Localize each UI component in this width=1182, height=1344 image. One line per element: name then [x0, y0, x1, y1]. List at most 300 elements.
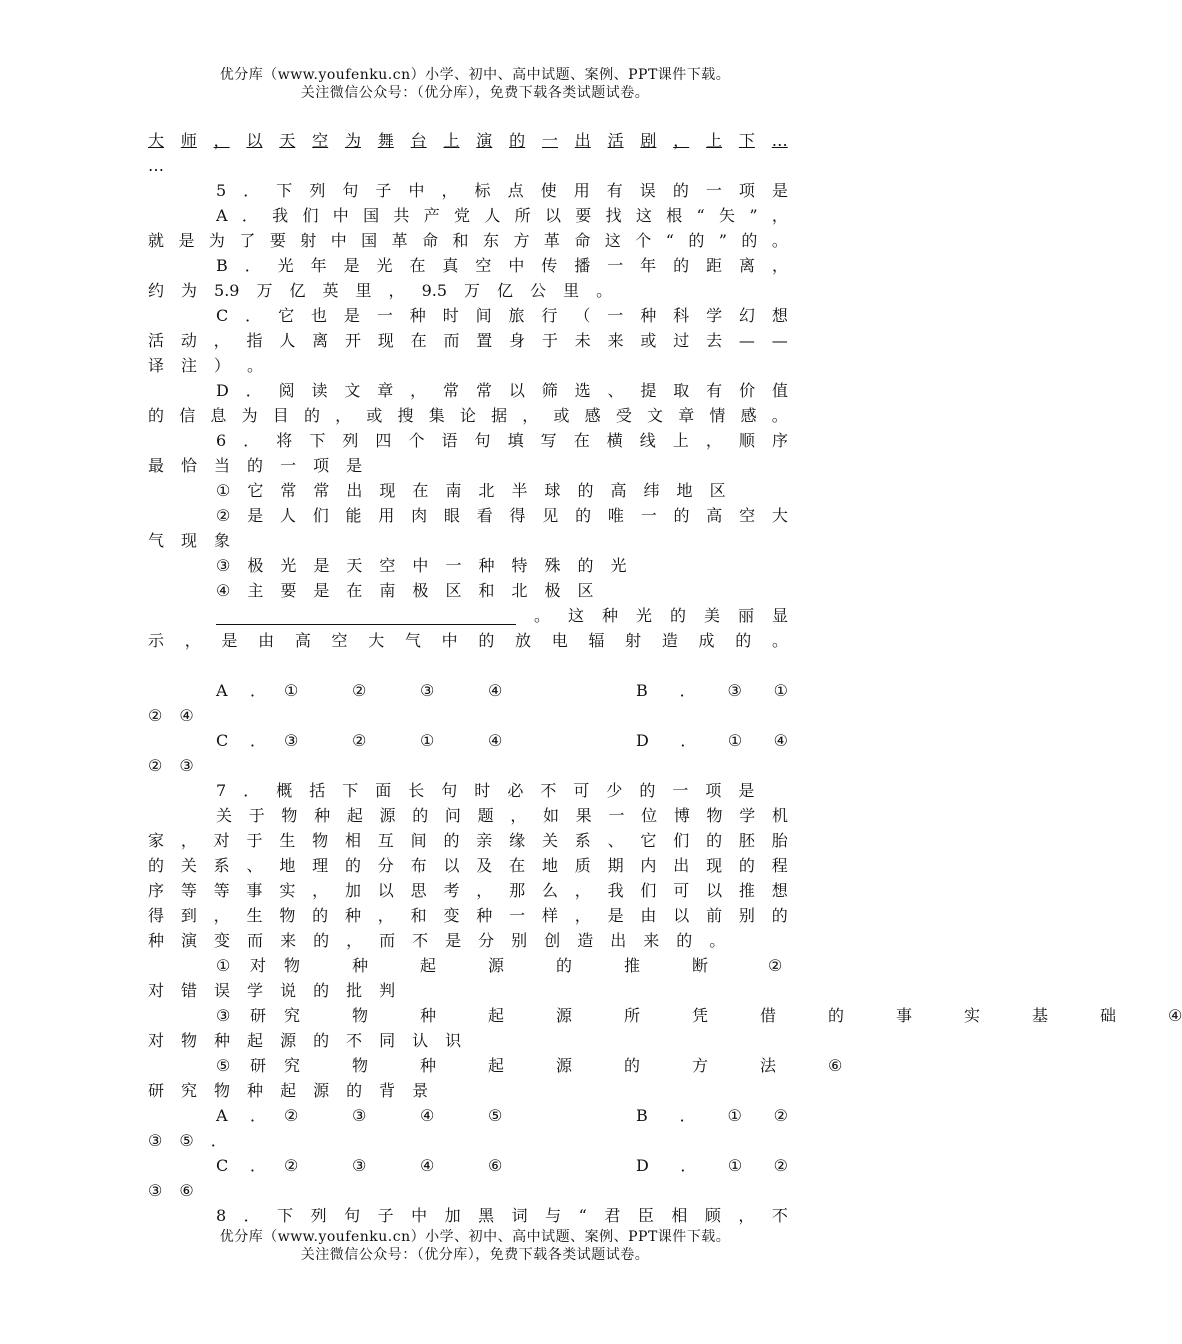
- line-char: 对: [148, 1031, 165, 1050]
- line-char: 上: [706, 131, 723, 150]
- option-char: C: [216, 731, 229, 750]
- line-char: 美: [703, 606, 720, 625]
- text-line: [216, 578, 788, 603]
- line-char: ”: [718, 231, 727, 250]
- line-char: “: [696, 206, 705, 225]
- line-char: 物: [281, 806, 298, 825]
- text-line: [216, 1053, 843, 1078]
- line-char: 感: [584, 406, 601, 425]
- line-char: 也: [311, 306, 328, 325]
- line-char: 天: [346, 556, 363, 575]
- line-char: 的: [688, 231, 705, 250]
- line-char: 年: [310, 256, 327, 275]
- line-char: 是: [445, 931, 462, 950]
- line-char: 种: [640, 306, 657, 325]
- line-char: ，: [574, 906, 591, 925]
- line-char: 写: [540, 431, 557, 450]
- line-char: 活: [148, 331, 165, 350]
- option-group-right: [636, 1103, 788, 1128]
- option-group-left: [216, 728, 556, 753]
- line-char: ②: [216, 506, 231, 525]
- line-char: 序: [771, 431, 788, 450]
- option-char: ②: [284, 1106, 299, 1125]
- option-char: 法: [760, 1056, 777, 1075]
- line-char: 将: [276, 431, 293, 450]
- line-char: 下: [342, 781, 359, 800]
- text-line: [216, 603, 788, 628]
- line-char: 地: [541, 856, 558, 875]
- line-char: 一: [376, 306, 393, 325]
- line-char: 。: [533, 606, 550, 625]
- line-char: 个: [408, 431, 425, 450]
- option-char: 研: [250, 1056, 267, 1075]
- text-line: [148, 978, 788, 1003]
- line-char: ．: [244, 256, 261, 275]
- line-char: 的: [346, 1081, 363, 1100]
- option-char: 对: [250, 956, 267, 975]
- line-char: 要: [280, 581, 297, 600]
- line-char: 的: [148, 856, 165, 875]
- line-char: 句: [342, 181, 359, 200]
- line-char: 去: [706, 331, 723, 350]
- line-char: 四: [375, 431, 392, 450]
- line-char: ．: [241, 206, 258, 225]
- line-char: 胎: [771, 831, 788, 850]
- line-char: 感: [740, 406, 757, 425]
- line-char: ④: [216, 581, 231, 600]
- line-char: 现: [706, 856, 723, 875]
- line-char: 物: [214, 1081, 231, 1100]
- line-char: 而: [247, 931, 264, 950]
- footer-line-1: 优分库（www.youfenku.cn）小学、初中、高中试题、案例、PPT课件下载。: [219, 1229, 731, 1245]
- line-char: 是: [313, 556, 330, 575]
- line-char: 机: [771, 806, 788, 825]
- line-char: 搜: [397, 406, 414, 425]
- line-char: ③: [148, 1131, 163, 1150]
- line-char: 学: [247, 981, 264, 1000]
- line-char: 内: [640, 856, 657, 875]
- line-char: 的: [673, 256, 690, 275]
- option-char: ⑥: [488, 1156, 503, 1175]
- line-char: 区: [577, 581, 594, 600]
- line-char: 。: [771, 631, 788, 650]
- option-char: ④: [773, 731, 788, 750]
- line-char: 的: [313, 981, 330, 1000]
- line-char: 理: [312, 856, 329, 875]
- line-char: （: [574, 306, 591, 325]
- option-char: 源: [556, 1006, 573, 1025]
- line-char: 背: [379, 1081, 396, 1100]
- line-char: 在: [409, 256, 426, 275]
- option-char: 所: [624, 1006, 641, 1025]
- text-line: [148, 753, 788, 778]
- option-group-right: [636, 678, 788, 703]
- text-line: [216, 778, 788, 803]
- option-char: 种: [420, 1056, 437, 1075]
- line-char: 以: [673, 906, 690, 925]
- line-char: 对: [213, 831, 230, 850]
- line-char: —: [738, 331, 755, 350]
- line-char: 的: [669, 606, 686, 625]
- line-char: 天: [279, 131, 296, 150]
- line-char: 或: [640, 331, 657, 350]
- line-char: 方: [513, 231, 530, 250]
- option-char: ③: [284, 731, 299, 750]
- line-char: 的: [344, 856, 361, 875]
- line-char: 项: [313, 456, 330, 475]
- line-char: 源: [313, 1081, 330, 1100]
- line-char: 大: [368, 631, 385, 650]
- line-char: 动: [180, 331, 197, 350]
- option-group-left: [216, 1053, 828, 1078]
- option-char: ．: [250, 681, 267, 700]
- line-char: 起: [247, 1031, 264, 1050]
- line-char: 不: [412, 931, 429, 950]
- option-char: ．: [680, 1156, 697, 1175]
- option-char: 究: [284, 1006, 301, 1025]
- line-char: 在: [412, 481, 429, 500]
- line-char: 纬: [643, 481, 660, 500]
- line-char: 是: [343, 256, 360, 275]
- line-char: 于: [246, 831, 263, 850]
- line-char: 序: [148, 881, 165, 900]
- line-char: 生: [279, 831, 296, 850]
- line-char: 我: [607, 881, 624, 900]
- line-char: 标: [474, 181, 491, 200]
- line-char: 认: [412, 1031, 429, 1050]
- line-char: ，: [771, 206, 788, 225]
- line-char: 分: [377, 856, 394, 875]
- line-char: ）: [214, 356, 231, 375]
- line-char: ，: [388, 281, 405, 300]
- line-char: 前: [706, 906, 723, 925]
- line-char: 来: [607, 331, 624, 350]
- text-line: [148, 278, 788, 303]
- line-char: 列: [342, 431, 359, 450]
- line-char: 子: [377, 1206, 394, 1225]
- line-char: 党: [454, 206, 471, 225]
- line-char: 北: [511, 581, 528, 600]
- line-char: 的: [771, 906, 788, 925]
- line-char: 行: [541, 306, 558, 325]
- line-char: 中: [411, 1206, 428, 1225]
- line-char: 来: [643, 931, 660, 950]
- line-char: 离: [312, 331, 329, 350]
- line-char: 现: [377, 331, 394, 350]
- line-char: 们: [302, 206, 319, 225]
- line-char: ．: [210, 1131, 227, 1150]
- line-char: 我: [272, 206, 289, 225]
- line-char: 句: [441, 781, 458, 800]
- option-char: 凭: [692, 1006, 709, 1025]
- line-char: ，: [213, 131, 230, 150]
- line-char: 的: [673, 506, 690, 525]
- line-char: 一: [640, 506, 657, 525]
- option-char: ②: [773, 1156, 788, 1175]
- option-char: ．: [679, 1106, 696, 1125]
- line-char: 由: [640, 906, 657, 925]
- line-char: 期: [607, 856, 624, 875]
- text-line: [148, 153, 788, 178]
- line-char: 空: [475, 256, 492, 275]
- line-char: B: [216, 256, 228, 275]
- line-char: ．: [243, 431, 260, 450]
- line-char: 的: [313, 931, 330, 950]
- option-char: ③: [727, 681, 742, 700]
- option-char: ④: [1168, 1006, 1182, 1025]
- line-char: 高: [706, 506, 723, 525]
- line-char: 中: [332, 206, 349, 225]
- option-char: ④: [420, 1156, 435, 1175]
- line-char: 常: [313, 481, 330, 500]
- line-char: ．: [245, 381, 262, 400]
- text-line: [148, 628, 788, 653]
- text-line: [216, 803, 788, 828]
- line-char: 大: [148, 131, 165, 150]
- line-char: 文: [344, 381, 361, 400]
- line-char: 的: [412, 806, 429, 825]
- line-char: 一: [445, 556, 462, 575]
- option-char: ③: [216, 1006, 231, 1025]
- line-char: —: [771, 331, 788, 350]
- line-char: 北: [478, 481, 495, 500]
- line-char: 目: [272, 406, 289, 425]
- line-char: 现: [181, 531, 198, 550]
- line-char: 下: [277, 1206, 294, 1225]
- line-char: 台: [410, 131, 427, 150]
- line-char: 用: [573, 181, 590, 200]
- line-char: 旅: [508, 306, 525, 325]
- line-char: ，: [213, 331, 230, 350]
- line-char: 起: [346, 806, 363, 825]
- line-char: 项: [705, 781, 722, 800]
- line-char: 产: [423, 206, 440, 225]
- line-char: 出: [574, 131, 591, 150]
- line-char: 活: [607, 131, 624, 150]
- line-char: 博: [673, 806, 690, 825]
- line-char: 线: [639, 431, 656, 450]
- line-char: ，: [522, 406, 539, 425]
- line-char: 源: [280, 1031, 297, 1050]
- option-char: A: [216, 1106, 228, 1125]
- line-char: 下: [738, 131, 755, 150]
- line-char: 在: [509, 856, 526, 875]
- line-char: ，: [184, 631, 201, 650]
- line-char: 是: [221, 631, 238, 650]
- option-char: 的: [624, 1056, 641, 1075]
- line-char: 在: [410, 331, 427, 350]
- line-char: 中: [508, 256, 525, 275]
- line-char: 。: [771, 406, 788, 425]
- line-char: 空: [312, 131, 329, 150]
- line-char: 矢: [719, 206, 736, 225]
- text-line: [216, 1153, 788, 1178]
- option-char: 源: [556, 1056, 573, 1075]
- line-char: 不: [346, 1031, 363, 1050]
- line-char: ，: [213, 906, 230, 925]
- line-char: 一: [607, 306, 624, 325]
- line-char: 高: [610, 481, 627, 500]
- line-char: 程: [771, 856, 788, 875]
- text-line: [148, 653, 788, 678]
- text-line: [216, 428, 788, 453]
- line-char: ．: [243, 181, 260, 200]
- line-char: 常: [443, 381, 460, 400]
- line-char: 师: [180, 131, 197, 150]
- text-line: [148, 328, 788, 353]
- line-char: 的: [706, 831, 723, 850]
- option-group-left: [216, 678, 556, 703]
- text-line: [148, 1028, 788, 1053]
- line-char: 创: [544, 931, 561, 950]
- line-char: 来: [280, 931, 297, 950]
- line-char: 子: [375, 181, 392, 200]
- line-char: 未: [574, 331, 591, 350]
- line-char: 于: [541, 331, 558, 350]
- line-char: 等: [180, 881, 197, 900]
- line-char: 译: [148, 356, 165, 375]
- line-char: 物: [706, 806, 723, 825]
- line-char: 加: [344, 881, 361, 900]
- line-char: 以: [246, 131, 263, 150]
- line-char: 这: [635, 206, 652, 225]
- line-char: 空: [379, 556, 396, 575]
- line-char: 是: [607, 906, 624, 925]
- text-line: [216, 303, 788, 328]
- line-char: 概: [276, 781, 293, 800]
- line-char: 造: [661, 631, 678, 650]
- line-char: ②: [148, 756, 163, 775]
- line-char: 判: [379, 981, 396, 1000]
- line-char: 成: [698, 631, 715, 650]
- line-char: 说: [280, 981, 297, 1000]
- line-char: 以: [377, 881, 394, 900]
- line-char: ⑥: [179, 1181, 194, 1200]
- line-char: 。: [247, 356, 264, 375]
- line-char: ，: [705, 431, 722, 450]
- line-char: 问: [444, 806, 461, 825]
- line-char: 它: [278, 306, 295, 325]
- line-char: 区: [445, 581, 462, 600]
- line-char: 下: [276, 181, 293, 200]
- text-line: [216, 203, 788, 228]
- document-body: [148, 128, 1182, 1228]
- line-char: 及: [476, 856, 493, 875]
- line-char: 常: [280, 481, 297, 500]
- line-char: 种: [214, 1031, 231, 1050]
- line-char: 错: [181, 981, 198, 1000]
- option-char: ③: [420, 681, 435, 700]
- line-char: 可: [573, 781, 590, 800]
- option-char: ④: [488, 681, 503, 700]
- text-line: [216, 678, 788, 703]
- line-char: 万: [464, 281, 481, 300]
- line-char: 不: [771, 1206, 788, 1225]
- line-char: 误: [639, 181, 656, 200]
- line-char: 选: [574, 381, 591, 400]
- line-char: 读: [311, 381, 328, 400]
- line-char: 的: [312, 906, 329, 925]
- line-char: 示: [148, 631, 165, 650]
- line-char: 于: [248, 806, 265, 825]
- option-char: ．: [680, 731, 697, 750]
- line-char: 造: [577, 931, 594, 950]
- text-line: [148, 528, 788, 553]
- line-char: 英: [322, 281, 339, 300]
- line-char: ，: [180, 831, 197, 850]
- line-char: ③: [179, 756, 194, 775]
- line-char: 布: [410, 856, 427, 875]
- line-char: 、: [607, 381, 624, 400]
- option-char: ②: [773, 1106, 788, 1125]
- option-char: ①: [727, 731, 743, 750]
- line-char: ．: [245, 306, 262, 325]
- line-char: 放: [515, 631, 532, 650]
- line-char: 空: [739, 506, 756, 525]
- line-char: 的: [478, 631, 495, 650]
- line-char: “: [665, 231, 674, 250]
- line-char: ．: [243, 781, 260, 800]
- option-char: 种: [352, 956, 369, 975]
- line-char: 和: [452, 231, 469, 250]
- option-group-right: [636, 728, 788, 753]
- option-char: ①: [216, 956, 231, 975]
- option-char: B: [636, 681, 648, 700]
- line-char: 的: [741, 231, 758, 250]
- line-char: 半: [511, 481, 528, 500]
- option-char: 础: [1100, 1006, 1117, 1025]
- line-char: ④: [179, 706, 194, 725]
- option-char: C: [216, 1156, 229, 1175]
- line-char: 光: [277, 256, 294, 275]
- line-char: 想: [771, 306, 788, 325]
- line-char: 主: [247, 581, 264, 600]
- text-line: [216, 553, 788, 578]
- text-line: [216, 378, 788, 403]
- line-char: 的: [577, 481, 594, 500]
- option-char: 物: [284, 956, 301, 975]
- line-char: 现: [379, 481, 396, 500]
- line-char: 是: [247, 506, 264, 525]
- line-char: 距: [706, 256, 723, 275]
- line-char: 括: [309, 781, 326, 800]
- line-char: 的: [313, 1031, 330, 1050]
- text-line: [148, 703, 788, 728]
- line-char: 南: [379, 581, 396, 600]
- line-char: ①: [216, 481, 231, 500]
- line-char: 一: [509, 906, 526, 925]
- option-char: ③: [352, 1106, 367, 1125]
- line-char: 的: [738, 856, 755, 875]
- line-char: 思: [410, 881, 427, 900]
- line-char: ，: [346, 931, 363, 950]
- text-line: [148, 853, 788, 878]
- line-char: 胚: [738, 831, 755, 850]
- option-char: 的: [556, 956, 573, 975]
- text-line: [148, 1128, 788, 1153]
- line-char: 所: [514, 206, 531, 225]
- option-char: 的: [828, 1006, 845, 1025]
- line-char: 横: [606, 431, 623, 450]
- line-char: 的: [575, 506, 592, 525]
- line-char: 的: [443, 831, 460, 850]
- line-char: ．: [243, 1206, 260, 1225]
- line-char: 和: [410, 906, 427, 925]
- line-char: 以: [706, 881, 723, 900]
- line-char: 相: [344, 831, 361, 850]
- line-char: 语: [441, 431, 458, 450]
- line-char: 黑: [478, 1206, 495, 1225]
